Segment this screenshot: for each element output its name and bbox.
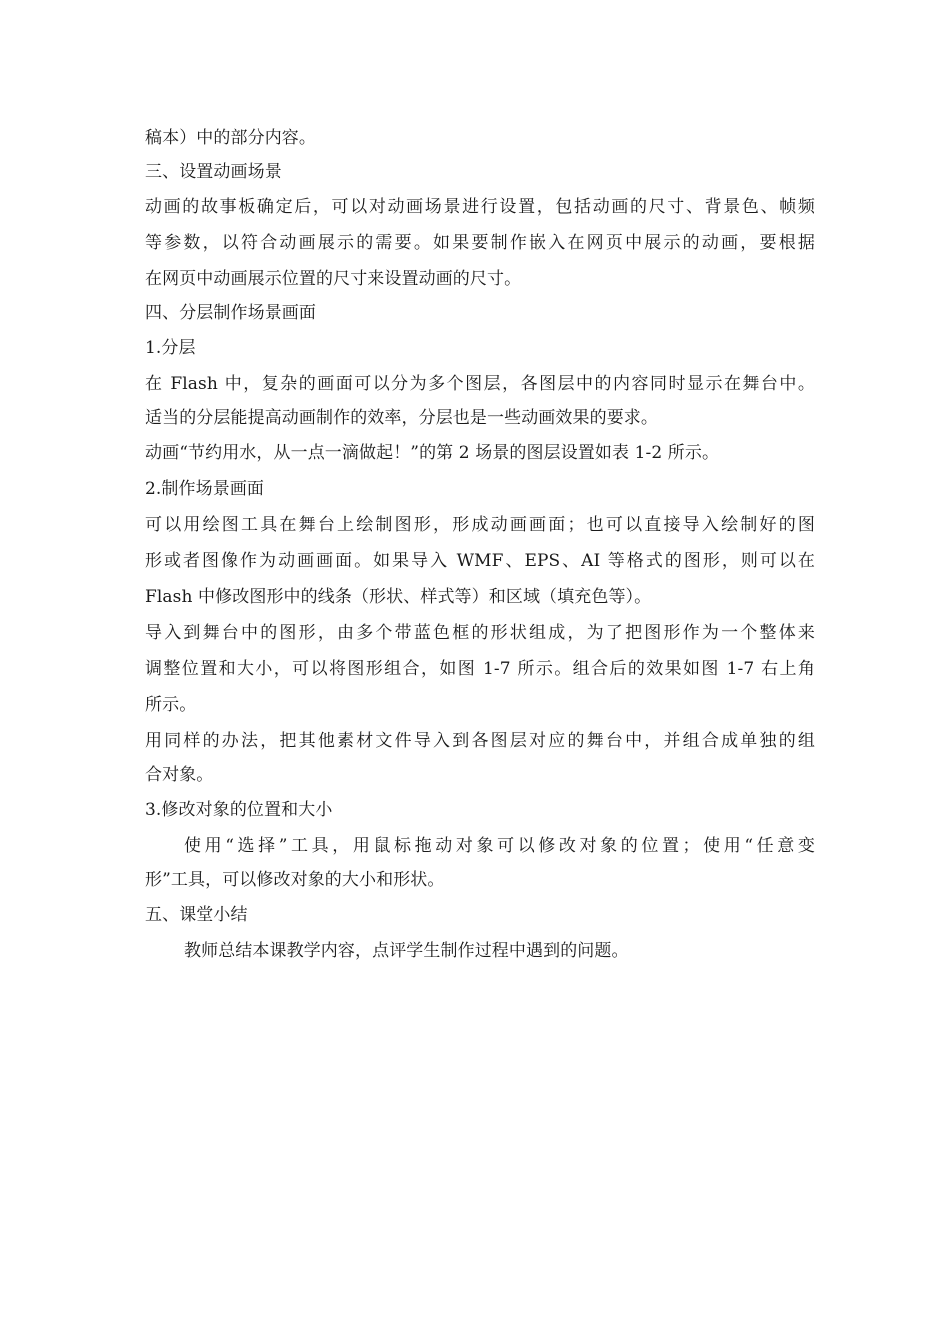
subsection-heading: 3.修改对象的位置和大小 [145, 800, 333, 820]
section-heading: 三、设置动画场景 [145, 162, 282, 182]
text-line: 形”工具，可以修改对象的大小和形状。 [145, 870, 445, 890]
text-line: 所示。 [145, 695, 197, 715]
text-line: 形或者图像作为动画画面。如果导入 WMF、EPS、AI 等格式的图形，则可以在 [145, 551, 815, 571]
document-body [145, 120, 815, 969]
text-line: 调整位置和大小，可以将图形组合，如图 1-7 所示。组合后的效果如图 1-7 右上角 [145, 659, 815, 679]
text-line: 导入到舞台中的图形，由多个带蓝色框的形状组成，为了把图形作为一个整体来 [145, 623, 815, 643]
section-heading: 四、分层制作场景画面 [145, 303, 316, 323]
text-line: 使用“选择”工具，用鼠标拖动对象可以修改对象的位置；使用“任意变 [184, 836, 815, 856]
section-heading: 五、课堂小结 [145, 905, 248, 925]
subsection-heading: 1.分层 [145, 338, 196, 358]
text-line: 动画的故事板确定后，可以对动画场景进行设置，包括动画的尺寸、背景色、帧频 [145, 197, 815, 217]
text-line: 适当的分层能提高动画制作的效率，分层也是一些动画效果的要求。 [145, 408, 658, 428]
text-line: 教师总结本课教学内容，点评学生制作过程中遇到的问题。 [184, 941, 629, 961]
text-line: 动画“节约用水，从一点一滴做起！”的第 2 场景的图层设置如表 1-2 所示。 [145, 443, 720, 463]
text-line: 用同样的办法，把其他素材文件导入到各图层对应的舞台中，并组合成单独的组 [145, 731, 815, 751]
text-line: 可以用绘图工具在舞台上绘制图形，形成动画画面；也可以直接导入绘制好的图 [145, 515, 815, 535]
text-line: 等参数，以符合动画展示的需要。如果要制作嵌入在网页中展示的动画，要根据 [145, 233, 815, 253]
text-line: 稿本）中的部分内容。 [145, 128, 316, 148]
subsection-heading: 2.制作场景画面 [145, 479, 265, 499]
text-line: 在 Flash 中，复杂的画面可以分为多个图层，各图层中的内容同时显示在舞台中。 [145, 374, 815, 394]
text-line: 在网页中动画展示位置的尺寸来设置动画的尺寸。 [145, 269, 522, 289]
text-line: Flash 中修改图形中的线条（形状、样式等）和区域（填充色等）。 [145, 587, 652, 607]
text-line: 合对象。 [145, 765, 214, 785]
